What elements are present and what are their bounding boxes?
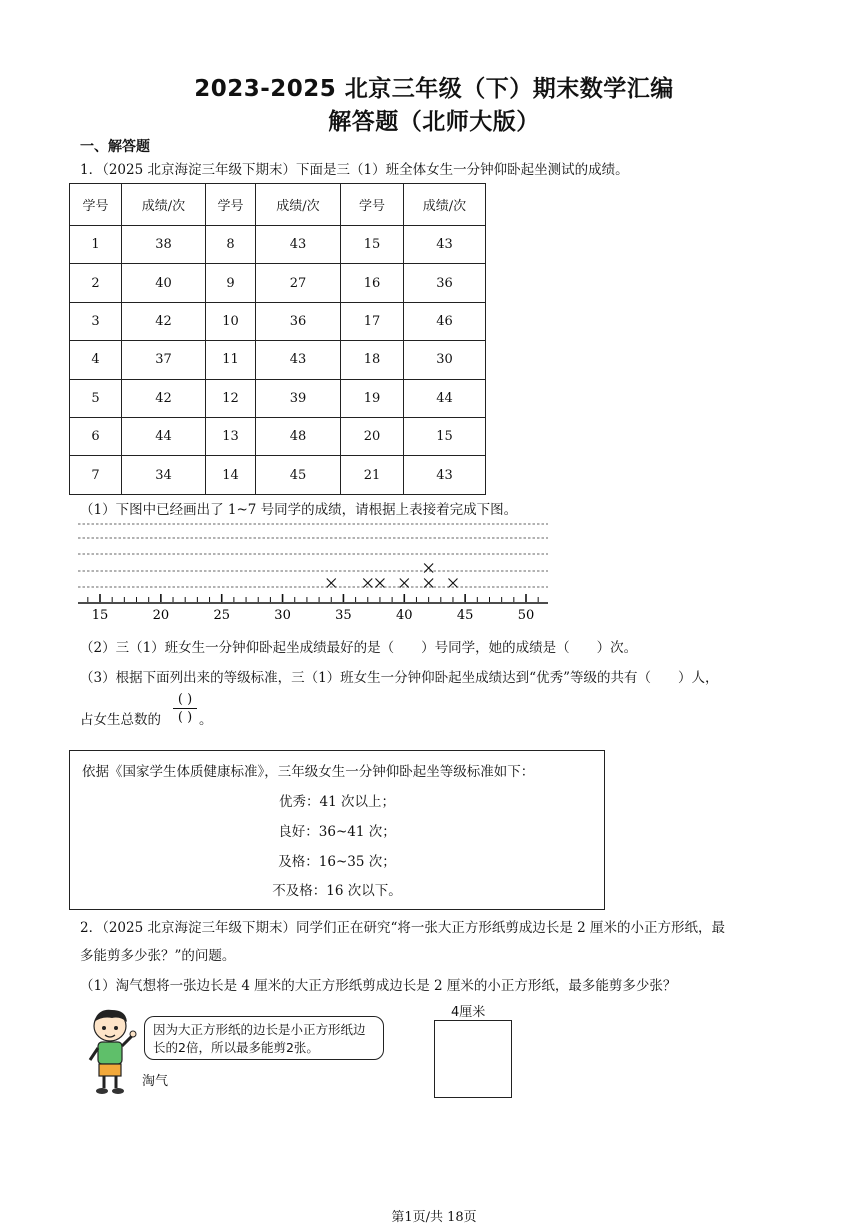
- q2-stem-line2: 多能剪多少张？”的问题。: [80, 948, 236, 964]
- table-header-cell: 学号: [341, 184, 404, 226]
- table-row: [70, 302, 486, 340]
- speech-bubble: 因为大正方形纸的边长是小正方形纸边长的2倍，所以最多能剪2张。: [144, 1016, 384, 1060]
- plot-marks: [327, 564, 458, 588]
- table-cell: 16: [341, 264, 404, 302]
- table-cell: 21: [341, 456, 404, 494]
- q2-stem-line1: 2．（2025 北京海淀三年级下期末）同学们正在研究“将一张大正方形纸剪成边长是 2 厘米的小正方形纸，最: [80, 920, 726, 936]
- table-cell: 15: [404, 417, 486, 455]
- plot-axis-label: 35: [335, 608, 352, 623]
- table-header-cell: 学号: [70, 184, 122, 226]
- plot-dash-lines: [78, 524, 548, 587]
- plot-axis-label: 25: [213, 608, 230, 623]
- plot-axis-label: 50: [517, 608, 535, 623]
- table-cell: 17: [341, 302, 404, 340]
- table-cell: 42: [122, 379, 206, 417]
- section-heading: 一、解答题: [80, 139, 150, 155]
- plot-x-mark: [448, 579, 457, 588]
- table-cell: 39: [256, 379, 341, 417]
- square-side-label: 4厘米: [451, 1005, 486, 1020]
- table-cell: 8: [206, 226, 256, 264]
- table-cell: 2: [70, 264, 122, 302]
- page-footer: 第1页/共 18页: [391, 1210, 477, 1225]
- table-cell: 13: [206, 417, 256, 455]
- table-row: [70, 341, 486, 379]
- table-header-row: [70, 184, 486, 226]
- table-cell: 11: [206, 341, 256, 379]
- doc-title-line2: 解答题（北师大版）: [328, 109, 540, 135]
- table-cell: 43: [256, 341, 341, 379]
- line-plot: [74, 516, 552, 626]
- table-cell: 20: [341, 417, 404, 455]
- q1-stem: 1．（2025 北京海淀三年级下期末）下面是三（1）班全体女生一分钟仰卧起坐测试的成绩。: [80, 162, 629, 178]
- big-square: [434, 1020, 512, 1098]
- table-header-cell: 成绩/次: [256, 184, 341, 226]
- standard-pass: 及格：16~35 次；: [278, 854, 396, 870]
- plot-x-mark: [424, 564, 433, 573]
- table-cell: 27: [256, 264, 341, 302]
- table-cell: 43: [256, 226, 341, 264]
- table-row: [70, 456, 486, 494]
- table-cell: 42: [122, 302, 206, 340]
- table-cell: 1: [70, 226, 122, 264]
- plot-ticks: [88, 594, 538, 602]
- table-cell: 4: [70, 341, 122, 379]
- table-cell: 6: [70, 417, 122, 455]
- table-row: [70, 417, 486, 455]
- standard-good: 良好：36~41 次；: [278, 824, 396, 840]
- q1-sub1: （1）下图中已经画出了 1~7 号同学的成绩，请根据上表接着完成下图。: [80, 502, 518, 518]
- fraction-denominator: ( ): [177, 710, 193, 725]
- table-cell: 7: [70, 456, 122, 494]
- table-cell: 12: [206, 379, 256, 417]
- table-cell: 5: [70, 379, 122, 417]
- kid-illustration: [84, 1006, 144, 1098]
- fraction-numerator: ( ): [177, 692, 193, 707]
- q1-sub2: （2）三（1）班女生一分钟仰卧起坐成绩最好的是（ ）号同学，她的成绩是（ ）次。: [80, 640, 638, 656]
- plot-axis-label: 15: [91, 608, 109, 623]
- table-cell: 19: [341, 379, 404, 417]
- table-cell: 36: [256, 302, 341, 340]
- q2-sub1: （1）淘气想将一张边长是 4 厘米的大正方形纸剪成边长是 2 厘米的小正方形纸，最多能剪多少张？: [80, 978, 677, 994]
- plot-axis-label: 45: [456, 608, 474, 623]
- table-cell: 30: [404, 341, 486, 379]
- table-cell: 43: [404, 456, 486, 494]
- q1-sub3: （3）根据下面列出来的等级标准，三（1）班女生一分钟仰卧起坐成绩达到“优秀”等级的共有（ ）人，: [80, 670, 719, 686]
- fraction-bar: [173, 708, 197, 709]
- table-cell: 37: [122, 341, 206, 379]
- plot-axis-label: 20: [152, 608, 170, 623]
- table-cell: 36: [404, 264, 486, 302]
- plot-x-mark: [327, 579, 336, 588]
- table-row: [70, 226, 486, 264]
- plot-x-mark: [375, 579, 384, 588]
- table-header-cell: 学号: [206, 184, 256, 226]
- standard-intro: 依据《国家学生体质健康标准》，三年级女生一分钟仰卧起坐等级标准如下：: [82, 764, 535, 780]
- plot-x-mark: [363, 579, 372, 588]
- table-cell: 10: [206, 302, 256, 340]
- fraction-blank: [173, 692, 197, 725]
- table-cell: 40: [122, 264, 206, 302]
- table-cell: 48: [256, 417, 341, 455]
- table-cell: 3: [70, 302, 122, 340]
- score-table: [69, 183, 486, 495]
- doc-title-line1: 2023-2025 北京三年级（下）期末数学汇编: [194, 76, 674, 102]
- plot-x-mark: [400, 579, 409, 588]
- table-cell: 45: [256, 456, 341, 494]
- table-cell: 9: [206, 264, 256, 302]
- plot-x-mark: [424, 579, 433, 588]
- table-cell: 18: [341, 341, 404, 379]
- q1-sub3-end: 。: [199, 712, 213, 728]
- table-cell: 43: [404, 226, 486, 264]
- table-row: [70, 379, 486, 417]
- table-cell: 44: [122, 417, 206, 455]
- table-cell: 46: [404, 302, 486, 340]
- plot-axis-labels: [92, 608, 535, 623]
- kid-name: 淘气: [142, 1074, 169, 1089]
- standard-excellent: 优秀：41 次以上；: [279, 794, 395, 810]
- q1-sub3-cont: 占女生总数的: [80, 712, 161, 728]
- standard-fail: 不及格：16 次以下。: [272, 883, 402, 899]
- plot-axis-label: 40: [396, 608, 413, 623]
- table-cell: 34: [122, 456, 206, 494]
- table-cell: 14: [206, 456, 256, 494]
- plot-axis-label: 30: [274, 608, 291, 623]
- table-cell: 15: [341, 226, 404, 264]
- table-header-cell: 成绩/次: [122, 184, 206, 226]
- standard-box: [69, 750, 605, 910]
- table-header-cell: 成绩/次: [404, 184, 486, 226]
- table-cell: 44: [404, 379, 486, 417]
- table-cell: 38: [122, 226, 206, 264]
- table-row: [70, 264, 486, 302]
